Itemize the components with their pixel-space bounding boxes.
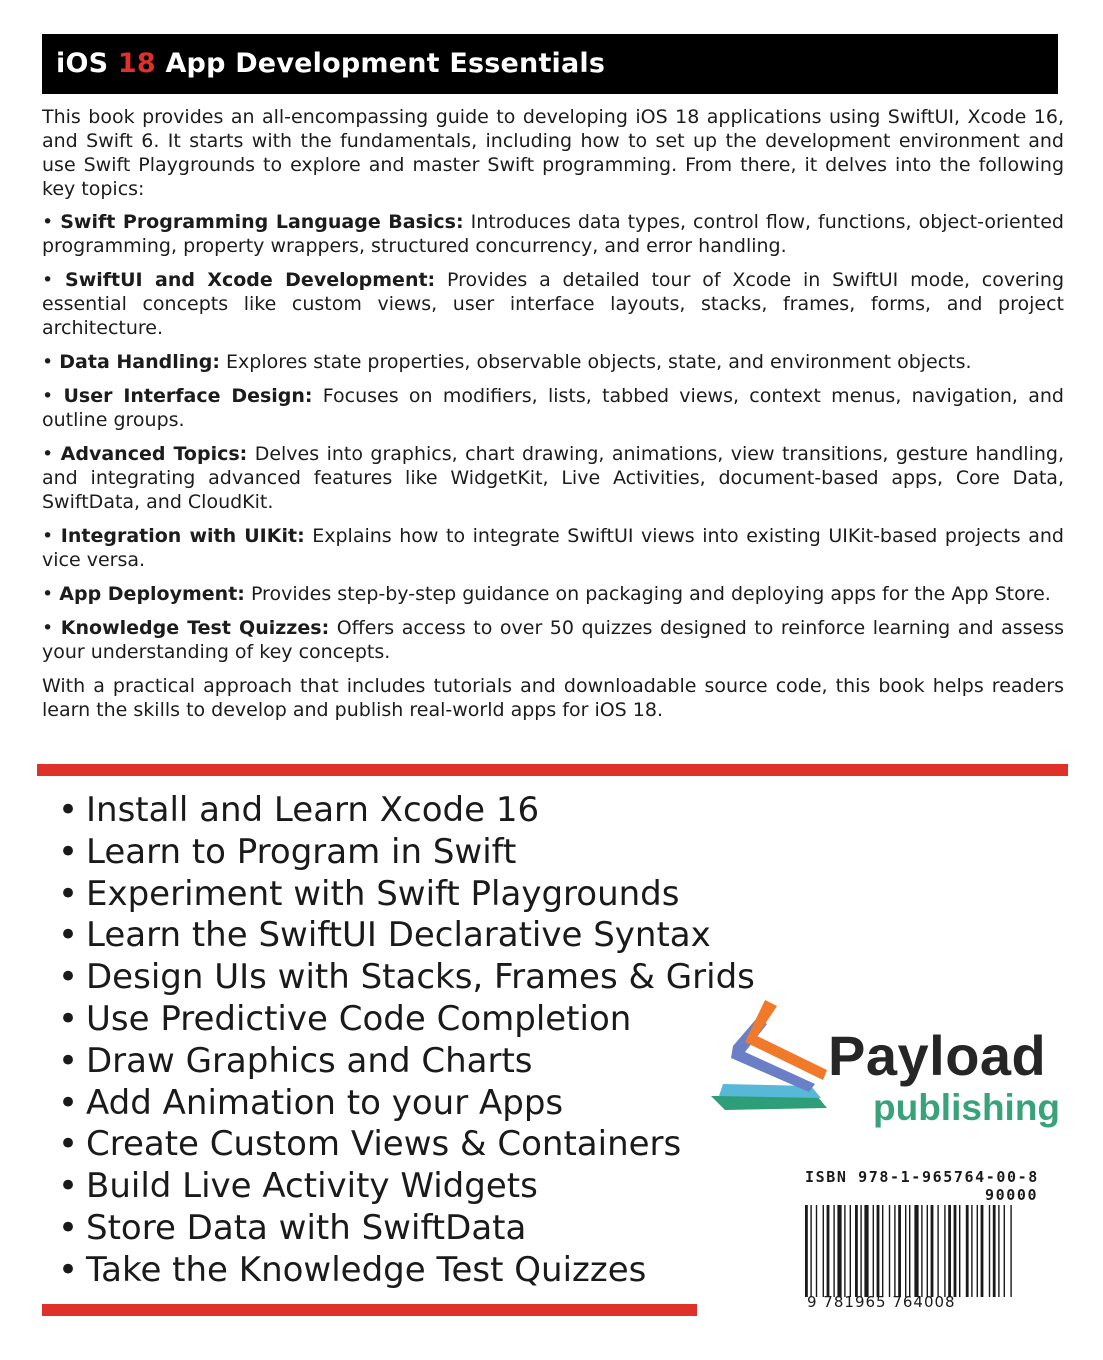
bullet: • — [58, 1207, 79, 1248]
bullet: • — [58, 790, 79, 830]
barcode-bar — [909, 1205, 910, 1297]
barcode-bar — [805, 1205, 808, 1297]
bullet: • — [42, 269, 54, 291]
title-prefix: iOS — [56, 48, 118, 79]
topic-text: Delves into graphics, chart drawing, animations, view transitions, gesture handling, and integrating advanced features like WidgetKit, Live Activities, document-based apps, Core Data, SwiftData, and CloudKit. — [42, 443, 1065, 513]
red-divider-bottom — [42, 1304, 697, 1316]
barcode-bar — [1010, 1205, 1011, 1297]
topic-text: Focuses on modifiers, lists, tabbed views, context menus, navigation, and outline groups. — [42, 385, 1064, 431]
topic-item — [42, 524, 1064, 572]
barcode-bar — [927, 1205, 928, 1297]
feature-text: Add Animation to your Apps — [86, 1082, 564, 1123]
topic-label: User Interface Design: — [63, 385, 313, 407]
barcode-bar — [837, 1205, 841, 1297]
barcode-bar — [998, 1205, 999, 1297]
feature-item — [58, 957, 755, 999]
feature-text: Use Predictive Code Completion — [86, 998, 632, 1039]
bullet: • — [58, 998, 79, 1039]
publisher-subtitle: publishing — [873, 1087, 1061, 1128]
topic-text: Provides a detailed tour of Xcode in SwiftUI mode, covering essential concepts like custom views, user interface layouts, stacks, frames, forms, and project architecture. — [42, 269, 1065, 339]
title-version: 18 — [117, 48, 156, 79]
barcode-bar — [914, 1205, 918, 1297]
barcode-bar — [981, 1205, 984, 1297]
barcode-bar — [823, 1205, 824, 1297]
bullet: • — [42, 351, 54, 373]
price-code: 90000 — [985, 1186, 1039, 1204]
bullet: • — [42, 385, 54, 407]
topic-label: Knowledge Test Quizzes: — [60, 617, 330, 639]
topic-text: Introduces data types, control flow, functions, object-oriented programming, property wrappers, structured concurrency, and error handling. — [42, 211, 1064, 257]
topic-text: Explores state properties, observable objects, state, and environment objects. — [226, 351, 972, 373]
topic-label: Integration with UIKit: — [60, 525, 305, 547]
topic-item — [42, 210, 1064, 258]
feature-item — [58, 1041, 755, 1083]
barcode-bar — [810, 1205, 811, 1297]
barcode-bar — [944, 1205, 945, 1297]
feature-item — [58, 999, 755, 1041]
barcode-bar — [855, 1205, 858, 1297]
barcode-bar — [816, 1205, 817, 1297]
feature-text: Create Custom Views & Containers — [86, 1124, 682, 1165]
feature-text: Draw Graphics and Charts — [86, 1040, 533, 1081]
feature-item — [58, 1166, 755, 1208]
topic-text: Offers access to over 50 quizzes designed to reinforce learning and assess your understanding of key concepts. — [42, 617, 1064, 663]
barcode-bar — [844, 1205, 845, 1297]
barcode-bar — [894, 1205, 895, 1297]
barcode-bar — [954, 1205, 957, 1297]
feature-item — [58, 1250, 755, 1292]
topic-item — [42, 350, 1064, 374]
topic-text: Provides step-by-step guidance on packaging and deploying apps for the App Store. — [250, 583, 1051, 605]
topic-list — [42, 210, 1064, 664]
bullet: • — [58, 831, 79, 872]
bullet: • — [42, 211, 54, 233]
barcode-bar — [931, 1205, 934, 1297]
bullet: • — [58, 1082, 79, 1123]
bullet: • — [42, 617, 54, 639]
topic-text: Explains how to integrate SwiftUI views into existing UIKit-based projects and vice versa. — [42, 525, 1064, 571]
barcode-bar — [873, 1205, 874, 1297]
bullet: • — [58, 915, 79, 956]
bullet: • — [58, 1124, 79, 1165]
feature-item — [58, 1124, 755, 1166]
barcode-bar — [827, 1205, 830, 1297]
barcode-bar — [921, 1205, 922, 1297]
barcode-bar — [1004, 1205, 1005, 1297]
bullet: • — [42, 525, 54, 547]
feature-text: Design UIs with Stacks, Frames & Grids — [86, 957, 755, 998]
bullet: • — [42, 443, 54, 465]
feature-item — [58, 1083, 755, 1125]
feature-item — [58, 1208, 755, 1250]
barcode-digits: 9 781965 764008 — [807, 1293, 956, 1311]
barcode-bar — [905, 1205, 906, 1297]
barcode-bar — [864, 1205, 868, 1297]
bullet: • — [58, 1166, 79, 1207]
feature-text: Learn to Program in Swift — [86, 831, 517, 872]
feature-text: Build Live Activity Widgets — [86, 1166, 538, 1207]
bullet: • — [58, 1040, 79, 1081]
feature-item — [58, 874, 755, 916]
barcode-bar — [850, 1205, 851, 1297]
topic-label: App Deployment: — [59, 583, 245, 605]
isbn-label: ISBN 978-1-965764-00-8 — [805, 1168, 1039, 1186]
feature-item — [58, 832, 755, 874]
topic-label: Data Handling: — [59, 351, 220, 373]
feature-item — [58, 790, 755, 832]
feature-item — [58, 915, 755, 957]
barcode-bar — [898, 1205, 901, 1297]
book-description — [42, 105, 1064, 732]
topic-label: Swift Programming Language Basics: — [60, 211, 464, 233]
topic-item — [42, 384, 1064, 432]
barcode-bar — [860, 1205, 861, 1297]
barcode-bar — [877, 1205, 880, 1297]
red-divider-top — [37, 764, 1068, 776]
barcode-bar — [971, 1205, 972, 1297]
topic-item — [42, 582, 1064, 606]
barcode-bar — [977, 1205, 978, 1297]
topic-item — [42, 442, 1064, 514]
publisher-name: Payload — [828, 1024, 1047, 1087]
intro-paragraph: This book provides an all-encompassing guide to developing iOS 18 applications using SwiftUI, Xcode 16, and Swift 6. It starts with the fundamentals, including how to set up the development environment and use Swift Playgrounds to explore and master Swift programming. From there, it delves into the following key topics: — [42, 106, 1064, 200]
closing-paragraph: With a practical approach that includes tutorials and downloadable source code, this book helps readers learn the skills to develop and publish real-world apps for iOS 18. — [42, 675, 1064, 721]
feature-text: Store Data with SwiftData — [86, 1207, 527, 1248]
topic-item — [42, 268, 1064, 340]
barcode — [805, 1205, 1055, 1297]
book-title — [42, 34, 1058, 94]
barcode-bar — [948, 1205, 951, 1297]
bullet: • — [58, 873, 79, 914]
feature-text: Install and Learn Xcode 16 — [86, 790, 540, 830]
topic-item — [42, 616, 1064, 664]
feature-text: Experiment with Swift Playgrounds — [86, 873, 680, 914]
barcode-bar — [993, 1205, 996, 1297]
feature-text: Take the Knowledge Test Quizzes — [86, 1249, 647, 1290]
bullet: • — [58, 1249, 79, 1290]
barcode-bar — [966, 1205, 969, 1297]
bullet: • — [42, 583, 54, 605]
bullet: • — [58, 957, 79, 998]
topic-label: SwiftUI and Xcode Development: — [65, 269, 436, 291]
payload-logo-icon — [705, 1000, 835, 1130]
title-suffix: App Development Essentials — [155, 48, 606, 79]
topic-label: Advanced Topics: — [60, 443, 248, 465]
barcode-bar — [937, 1205, 938, 1297]
feature-list — [58, 790, 755, 1292]
barcode-bar — [882, 1205, 883, 1297]
barcode-bar — [989, 1205, 990, 1297]
feature-text: Learn the SwiftUI Declarative Syntax — [86, 915, 711, 956]
barcode-bar — [833, 1205, 834, 1297]
barcode-bar — [959, 1205, 960, 1297]
barcode-bar — [889, 1205, 890, 1297]
